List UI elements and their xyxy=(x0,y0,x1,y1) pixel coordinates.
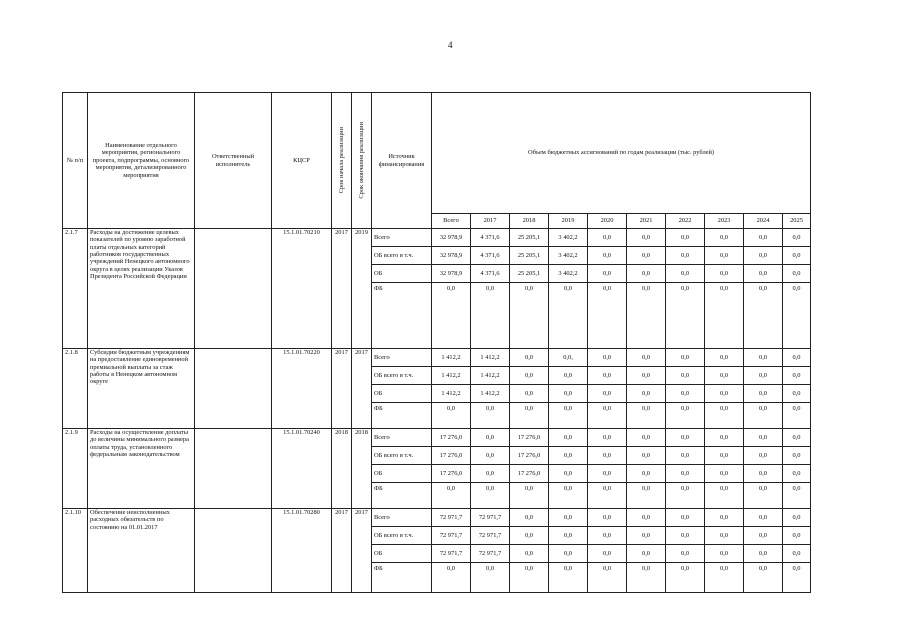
amount-cell: 0,0 xyxy=(744,403,783,429)
amount-cell: 0,0 xyxy=(783,265,811,283)
amount-cell: 32 978,9 xyxy=(432,265,471,283)
amount-cell: 4 371,6 xyxy=(471,229,510,247)
amount-cell: 3 402,2 xyxy=(549,247,588,265)
amount-cell: 0,0 xyxy=(666,509,705,527)
amount-cell: 1 412,2 xyxy=(432,385,471,403)
amount-cell: 0,0 xyxy=(432,483,471,509)
amount-cell: 0,0 xyxy=(627,247,666,265)
amount-cell: 0,0 xyxy=(705,229,744,247)
amount-cell: 0,0 xyxy=(705,563,744,593)
header-col-1: 2017 xyxy=(471,214,510,229)
amount-cell: 0,0 xyxy=(705,367,744,385)
amount-cell: 0,0 xyxy=(744,247,783,265)
amount-cell: 0,0 xyxy=(666,367,705,385)
header-start: Срок начала реализации xyxy=(332,93,352,229)
amount-cell: 0,0 xyxy=(549,545,588,563)
amount-cell: 0,0 xyxy=(549,283,588,349)
amount-cell: 0,0 xyxy=(705,509,744,527)
header-name: Наименование отдельного мероприятия, регионального проекта, подпрограммы, основного мероприятия, детализированного мероприятия xyxy=(88,93,195,229)
amount-cell: 17 276,0 xyxy=(510,465,549,483)
header-end: Срок окончания реализации xyxy=(352,93,372,229)
amount-cell: 0,0 xyxy=(510,527,549,545)
table-row xyxy=(63,229,811,247)
item-end-year: 2017 xyxy=(352,349,372,429)
amount-cell: 0,0 xyxy=(588,429,627,447)
amount-cell: 0,0 xyxy=(744,563,783,593)
amount-cell: 0,0 xyxy=(510,283,549,349)
amount-cell: 0,0 xyxy=(783,509,811,527)
item-kcsr: 15.1.01.70220 xyxy=(272,349,332,429)
amount-cell: 0,0 xyxy=(627,447,666,465)
amount-cell: 0,0 xyxy=(510,509,549,527)
amount-cell: 0,0 xyxy=(744,483,783,509)
amount-cell: 0,0 xyxy=(783,447,811,465)
amount-cell: 0,0 xyxy=(666,465,705,483)
amount-cell: 0,0 xyxy=(432,283,471,349)
amount-cell: 0,0 xyxy=(510,545,549,563)
header-col-2: 2018 xyxy=(510,214,549,229)
amount-cell: 0,0 xyxy=(471,563,510,593)
budget-table xyxy=(62,92,811,593)
amount-cell: 25 205,1 xyxy=(510,229,549,247)
amount-cell: 0,0 xyxy=(783,229,811,247)
amount-cell: 0,0 xyxy=(588,229,627,247)
funding-source: ОБ xyxy=(372,385,432,403)
amount-cell: 0,0 xyxy=(627,367,666,385)
amount-cell: 0,0 xyxy=(705,429,744,447)
header-col-6: 2022 xyxy=(666,214,705,229)
item-start-year: 2018 xyxy=(332,429,352,509)
amount-cell: 0,0 xyxy=(510,385,549,403)
amount-cell: 0,0 xyxy=(666,403,705,429)
item-name: Расходы на осуществление доплаты до величины минимального размера оплаты труда, установленного федеральным законодательством xyxy=(88,429,195,509)
amount-cell: 0,0 xyxy=(666,429,705,447)
item-name: Обеспечение неисполненных расходных обязательств по состоянию на 01.01.2017 xyxy=(88,509,195,593)
amount-cell: 0,0 xyxy=(705,283,744,349)
amount-cell: 0,0 xyxy=(744,229,783,247)
amount-cell: 0,0 xyxy=(705,403,744,429)
item-end-year: 2019 xyxy=(352,229,372,349)
item-executor xyxy=(195,229,272,349)
amount-cell: 17 276,0 xyxy=(432,447,471,465)
amount-cell: 0,0 xyxy=(744,349,783,367)
amount-cell: 0,0 xyxy=(510,349,549,367)
amount-cell: 17 276,0 xyxy=(510,429,549,447)
item-executor xyxy=(195,509,272,593)
amount-cell: 4 371,6 xyxy=(471,265,510,283)
amount-cell: 0,0 xyxy=(744,367,783,385)
header-kcsr: КЦСР xyxy=(272,93,332,229)
amount-cell: 0,0 xyxy=(744,465,783,483)
amount-cell: 0,0 xyxy=(471,483,510,509)
amount-cell: 0,0 xyxy=(783,545,811,563)
item-kcsr: 15.1.01.70280 xyxy=(272,509,332,593)
header-col-9: 2025 xyxy=(783,214,811,229)
amount-cell: 0,0 xyxy=(783,349,811,367)
amount-cell: 0,0 xyxy=(549,429,588,447)
amount-cell: 0,0 xyxy=(666,447,705,465)
item-number: 2.1.8 xyxy=(63,349,88,429)
amount-cell: 0,0 xyxy=(549,527,588,545)
amount-cell: 0,0 xyxy=(744,545,783,563)
amount-cell: 0,0 xyxy=(666,229,705,247)
amount-cell: 32 978,9 xyxy=(432,247,471,265)
item-start-year: 2017 xyxy=(332,509,352,593)
amount-cell: 0,0 xyxy=(471,465,510,483)
item-start-year: 2017 xyxy=(332,229,352,349)
amount-cell: 0,0 xyxy=(627,283,666,349)
amount-cell: 0,0 xyxy=(783,367,811,385)
amount-cell: 0,0 xyxy=(705,545,744,563)
amount-cell: 0,0 xyxy=(705,447,744,465)
amount-cell: 0,0 xyxy=(510,403,549,429)
amount-cell: 0,0 xyxy=(549,385,588,403)
amount-cell: 0,0 xyxy=(744,265,783,283)
amount-cell: 17 276,0 xyxy=(510,447,549,465)
amount-cell: 0,0 xyxy=(471,429,510,447)
table-row xyxy=(63,349,811,367)
amount-cell: 0,0 xyxy=(549,403,588,429)
amount-cell: 0,0 xyxy=(783,465,811,483)
amount-cell: 0,0 xyxy=(705,527,744,545)
amount-cell: 0,0 xyxy=(588,265,627,283)
item-number: 2.1.9 xyxy=(63,429,88,509)
amount-cell: 0,0 xyxy=(705,247,744,265)
amount-cell: 0,0 xyxy=(627,527,666,545)
item-executor xyxy=(195,349,272,429)
funding-source: ОБ всего в т.ч. xyxy=(372,527,432,545)
amount-cell: 0,0 xyxy=(432,403,471,429)
amount-cell: 0,0, xyxy=(549,349,588,367)
amount-cell: 0,0 xyxy=(549,563,588,593)
funding-source: ОБ xyxy=(372,545,432,563)
amount-cell: 0,0 xyxy=(510,563,549,593)
page-number: 4 xyxy=(448,40,453,50)
amount-cell: 0,0 xyxy=(783,403,811,429)
amount-cell: 0,0 xyxy=(588,483,627,509)
amount-cell: 3 402,2 xyxy=(549,229,588,247)
amount-cell: 0,0 xyxy=(588,527,627,545)
amount-cell: 0,0 xyxy=(588,247,627,265)
amount-cell: 0,0 xyxy=(627,465,666,483)
amount-cell: 72 971,7 xyxy=(471,545,510,563)
funding-source: ФБ xyxy=(372,563,432,593)
amount-cell: 0,0 xyxy=(588,385,627,403)
funding-source: ФБ xyxy=(372,483,432,509)
amount-cell: 0,0 xyxy=(744,447,783,465)
amount-cell: 0,0 xyxy=(744,429,783,447)
funding-source: Всего xyxy=(372,229,432,247)
header-col-5: 2021 xyxy=(627,214,666,229)
amount-cell: 0,0 xyxy=(666,563,705,593)
item-name: Субсидии бюджетным учреждениям на предоставление единовременной премиальной выплаты за стаж работы в Ненецком автономном округе xyxy=(88,349,195,429)
amount-cell: 1 412,2 xyxy=(471,349,510,367)
amount-cell: 0,0 xyxy=(783,483,811,509)
amount-cell: 0,0 xyxy=(627,403,666,429)
amount-cell: 17 276,0 xyxy=(432,465,471,483)
header-col-4: 2020 xyxy=(588,214,627,229)
amount-cell: 0,0 xyxy=(705,349,744,367)
funding-source: ФБ xyxy=(372,283,432,349)
amount-cell: 0,0 xyxy=(549,483,588,509)
amount-cell: 0,0 xyxy=(471,403,510,429)
amount-cell: 72 971,7 xyxy=(432,509,471,527)
amount-cell: 1 412,2 xyxy=(432,349,471,367)
amount-cell: 0,0 xyxy=(783,563,811,593)
table-row xyxy=(63,429,811,447)
amount-cell: 0,0 xyxy=(549,447,588,465)
amount-cell: 72 971,7 xyxy=(471,509,510,527)
funding-source: ОБ всего в т.ч. xyxy=(372,367,432,385)
amount-cell: 0,0 xyxy=(666,385,705,403)
amount-cell: 0,0 xyxy=(783,247,811,265)
amount-cell: 25 205,1 xyxy=(510,265,549,283)
amount-cell: 0,0 xyxy=(432,563,471,593)
header-executor: Ответственный исполнитель xyxy=(195,93,272,229)
item-number: 2.1.7 xyxy=(63,229,88,349)
amount-cell: 0,0 xyxy=(783,527,811,545)
item-end-year: 2017 xyxy=(352,509,372,593)
amount-cell: 0,0 xyxy=(588,349,627,367)
amount-cell: 0,0 xyxy=(588,465,627,483)
funding-source: Всего xyxy=(372,509,432,527)
funding-source: ФБ xyxy=(372,403,432,429)
amount-cell: 0,0 xyxy=(549,367,588,385)
amount-cell: 1 412,2 xyxy=(432,367,471,385)
amount-cell: 4 371,6 xyxy=(471,247,510,265)
item-number: 2.1.10 xyxy=(63,509,88,593)
amount-cell: 0,0 xyxy=(666,265,705,283)
amount-cell: 0,0 xyxy=(705,483,744,509)
amount-cell: 0,0 xyxy=(627,545,666,563)
amount-cell: 72 971,7 xyxy=(432,545,471,563)
item-end-year: 2018 xyxy=(352,429,372,509)
amount-cell: 0,0 xyxy=(744,385,783,403)
amount-cell: 0,0 xyxy=(627,563,666,593)
amount-cell: 0,0 xyxy=(666,283,705,349)
funding-source: ОБ всего в т.ч. xyxy=(372,447,432,465)
amount-cell: 0,0 xyxy=(783,283,811,349)
amount-cell: 0,0 xyxy=(744,527,783,545)
amount-cell: 0,0 xyxy=(627,349,666,367)
funding-source: Всего xyxy=(372,429,432,447)
amount-cell: 0,0 xyxy=(627,229,666,247)
amount-cell: 0,0 xyxy=(744,283,783,349)
amount-cell: 0,0 xyxy=(627,385,666,403)
amount-cell: 0,0 xyxy=(588,283,627,349)
amount-cell: 0,0 xyxy=(549,465,588,483)
amount-cell: 0,0 xyxy=(666,247,705,265)
funding-source: ОБ xyxy=(372,265,432,283)
amount-cell: 0,0 xyxy=(666,527,705,545)
amount-cell: 32 978,9 xyxy=(432,229,471,247)
amount-cell: 0,0 xyxy=(471,283,510,349)
amount-cell: 0,0 xyxy=(666,545,705,563)
amount-cell: 0,0 xyxy=(588,367,627,385)
amount-cell: 72 971,7 xyxy=(471,527,510,545)
amount-cell: 1 412,2 xyxy=(471,367,510,385)
amount-cell: 0,0 xyxy=(471,447,510,465)
funding-source: ОБ всего в т.ч. xyxy=(372,247,432,265)
table-row xyxy=(63,509,811,527)
header-source: Источник финансирования xyxy=(372,93,432,229)
amount-cell: 0,0 xyxy=(588,509,627,527)
header-num: № п/п xyxy=(63,93,88,229)
header-col-8: 2024 xyxy=(744,214,783,229)
amount-cell: 0,0 xyxy=(783,429,811,447)
item-kcsr: 15.1.01.70210 xyxy=(272,229,332,349)
amount-cell: 3 402,2 xyxy=(549,265,588,283)
amount-cell: 0,0 xyxy=(627,509,666,527)
amount-cell: 0,0 xyxy=(705,385,744,403)
amount-cell: 0,0 xyxy=(666,349,705,367)
funding-source: Всего xyxy=(372,349,432,367)
amount-cell: 0,0 xyxy=(549,509,588,527)
amount-cell: 0,0 xyxy=(588,563,627,593)
amount-cell: 0,0 xyxy=(510,483,549,509)
amount-cell: 0,0 xyxy=(744,509,783,527)
amount-cell: 0,0 xyxy=(783,385,811,403)
amount-cell: 0,0 xyxy=(588,447,627,465)
amount-cell: 0,0 xyxy=(705,465,744,483)
item-kcsr: 15.1.01.70240 xyxy=(272,429,332,509)
amount-cell: 0,0 xyxy=(588,403,627,429)
header-col-0: Всего xyxy=(432,214,471,229)
item-executor xyxy=(195,429,272,509)
amount-cell: 0,0 xyxy=(627,265,666,283)
amount-cell: 72 971,7 xyxy=(432,527,471,545)
amount-cell: 17 276,0 xyxy=(432,429,471,447)
amount-cell: 1 412,2 xyxy=(471,385,510,403)
item-name: Расходы на достижение целевых показателей по уровню заработной платы отдельных категорий работников государственных учреждений Ненецкого автономного округа в целях реализации Указов Президента Российской Федерации xyxy=(88,229,195,349)
amount-cell: 0,0 xyxy=(627,483,666,509)
item-start-year: 2017 xyxy=(332,349,352,429)
amount-cell: 0,0 xyxy=(510,367,549,385)
header-col-3: 2019 xyxy=(549,214,588,229)
amount-cell: 0,0 xyxy=(705,265,744,283)
amount-cell: 25 205,1 xyxy=(510,247,549,265)
funding-source: ОБ xyxy=(372,465,432,483)
amount-cell: 0,0 xyxy=(666,483,705,509)
header-volume: Объем бюджетных ассигнований по годам реализации (тыс. рублей) xyxy=(432,93,811,214)
amount-cell: 0,0 xyxy=(627,429,666,447)
header-col-7: 2023 xyxy=(705,214,744,229)
amount-cell: 0,0 xyxy=(588,545,627,563)
